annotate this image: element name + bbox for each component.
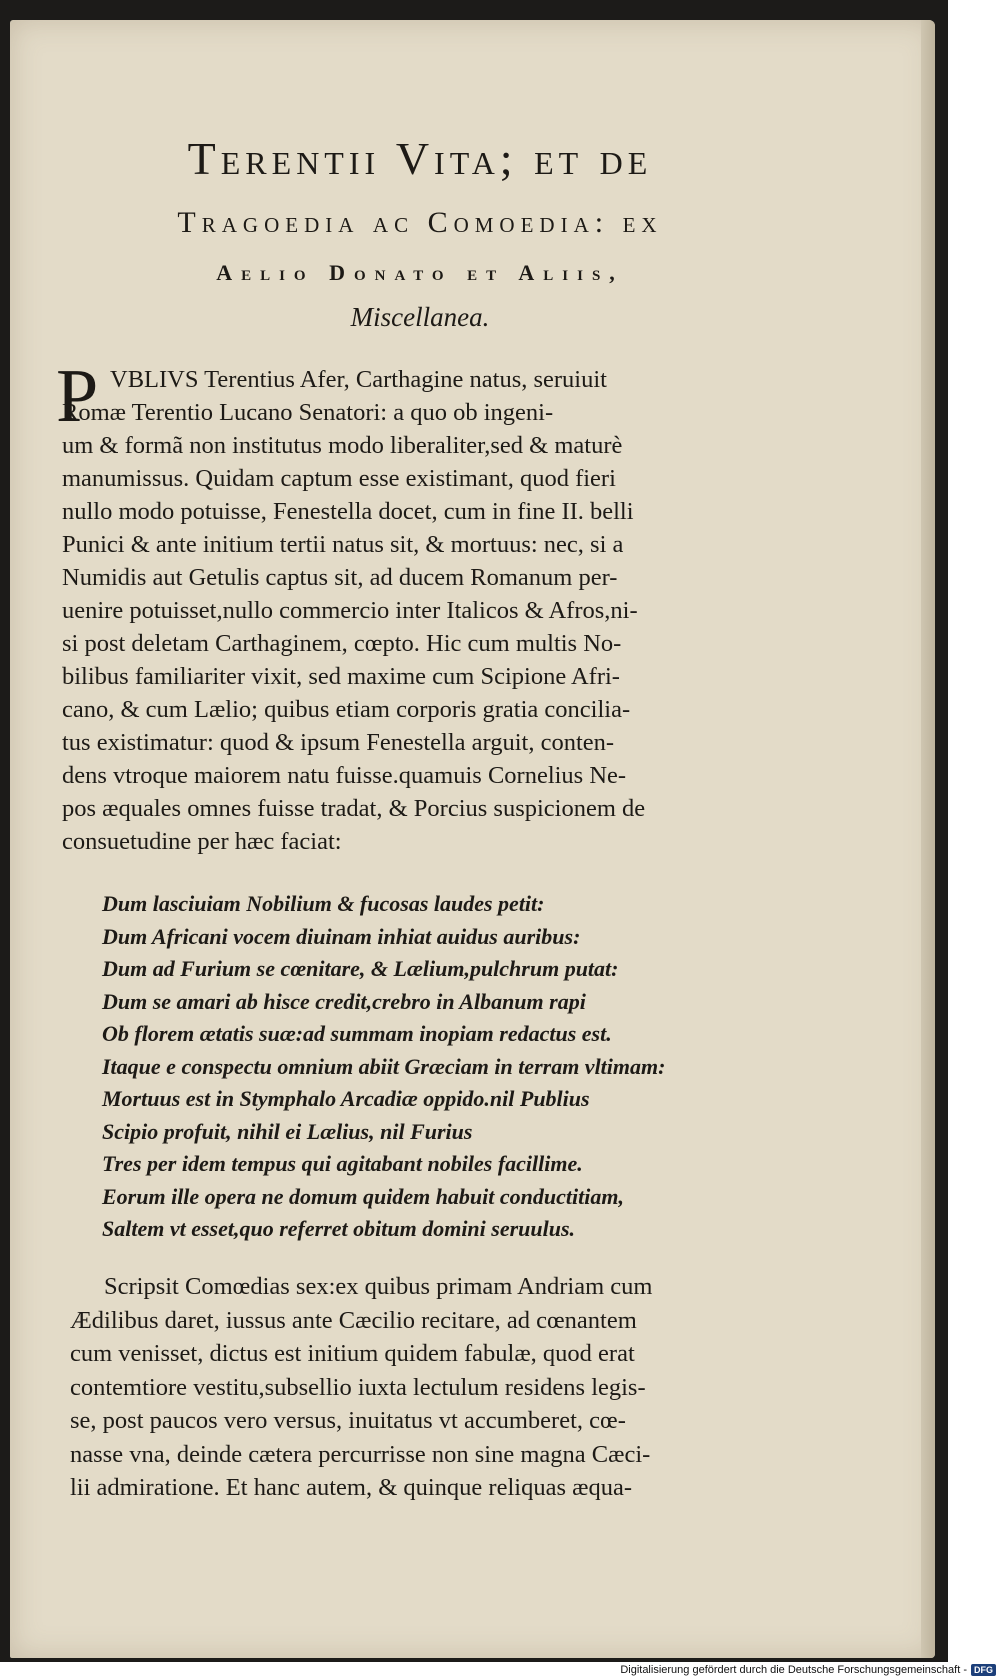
title-line-1: Terentii Vita; et de	[187, 133, 653, 184]
digitization-credit	[620, 1662, 996, 1678]
book-page	[10, 20, 935, 1658]
verse-line: Scipio profuit, nihil ei Lælius, nil Furius	[102, 1118, 473, 1144]
text-line: Punici & ante initium tertii natus sit, & mortuus: nec, si a	[62, 531, 624, 558]
text-line: cum venisset, dictus est initium quidem fabulæ, quod erat	[70, 1340, 635, 1367]
paragraph-1-lines	[56, 354, 777, 858]
verse-line: Dum se amari ab hisce credit,crebro in Albanum rapi	[102, 988, 586, 1014]
paragraph-2	[70, 1270, 785, 1505]
text-line: dens vtroque maiorem natu fuisse.quamuis Cornelius Ne-	[62, 762, 627, 789]
verse-line: Ob florem ætatis suæ:ad summam inopiam redactus est.	[102, 1021, 612, 1046]
text-line: uenire potuisset,nullo commercio inter Italicos & Afros,ni-	[62, 597, 638, 624]
verse-line: Itaque e conspectu omnium abiit Græciam in terram vltimam:	[102, 1053, 666, 1079]
credit-text: Digitalisierung gefördert durch die Deutsche Forschungsgemeinschaft -	[620, 1664, 967, 1676]
verse-line: Dum Africani vocem diuinam inhiat auidus auribus:	[102, 923, 581, 949]
text-line: VBLIVS Terentius Afer, Carthagine natus, seruiuit	[110, 366, 607, 393]
text-line: Scripsit Comœdias sex:ex quibus primam Andriam cum	[104, 1273, 653, 1300]
text-line: Numidis aut Getulis captus sit, ad ducem Romanum per-	[62, 564, 618, 591]
text-line: pos æquales omnes fuisse tradat, & Porcius suspicionem de	[62, 795, 646, 822]
text-line: nullo modo potuisse, Fenestella docet, cum in fine II. belli	[62, 498, 634, 525]
verse-line: Dum lasciuiam Nobilium & fucosas laudes petit:	[102, 891, 545, 916]
text-line: lii admiratione. Et hanc autem, & quinque reliquas æqua-	[70, 1474, 632, 1501]
text-line: Romæ Terentio Lucano Senatori: a quo ob ingeni-	[62, 399, 554, 426]
dfg-logo: DFG	[971, 1664, 996, 1676]
verse-line: Saltem vt esset,quo referret obitum domini seruulus.	[102, 1216, 576, 1241]
verse-line: Mortuus est in Stymphalo Arcadiæ oppido.nil Publius	[102, 1086, 590, 1111]
text-line: nasse vna, deinde cætera percurrisse non sine magna Cæci-	[70, 1440, 651, 1468]
title-line-2: Tragoedia ac Comoedia: ex	[177, 206, 663, 239]
text-line: cano, & cum Lælio; quibus etiam corporis gratia concilia-	[62, 696, 631, 723]
verse-line: Dum ad Furium se cœnitare, & Lælium,pulchrum putat:	[102, 956, 619, 981]
text-line: tus existimatur: quod & ipsum Fenestella arguit, conten-	[62, 729, 615, 756]
text-line: se, post paucos vero versus, inuitatus vt accumberet, cœ-	[70, 1407, 626, 1434]
text-line: Ædilibus daret, iussus ante Cæcilio recitare, ad cœnantem	[70, 1306, 637, 1334]
text-line: um & formã non institutus modo liberaliter,sed & maturè	[62, 432, 623, 459]
text-line: consuetudine per hæc faciat:	[62, 828, 342, 855]
verse-line: Tres per idem tempus qui agitabant nobiles facillime.	[102, 1151, 583, 1176]
paragraph-1	[56, 354, 777, 858]
title-line-3: Aelio Donato et Aliis,	[216, 260, 624, 285]
verse-line: Eorum ille opera ne domum quidem habuit conductitiam,	[102, 1183, 624, 1209]
page-edge	[921, 20, 935, 1658]
title-line-4: Miscellanea.	[350, 302, 490, 332]
text-line: manumissus. Quidam captum esse existimant, quod fieri	[62, 465, 616, 492]
verse-quotation	[102, 888, 782, 1246]
text-line: bilibus familiariter vixit, sed maxime cum Scipione Afri-	[62, 663, 620, 690]
text-line: si post deletam Carthaginem, cœpto. Hic cum multis No-	[62, 630, 622, 657]
drop-cap: P	[56, 354, 99, 438]
text-line: contemtiore vestitu,subsellio iuxta lectulum residens legis-	[70, 1373, 646, 1401]
